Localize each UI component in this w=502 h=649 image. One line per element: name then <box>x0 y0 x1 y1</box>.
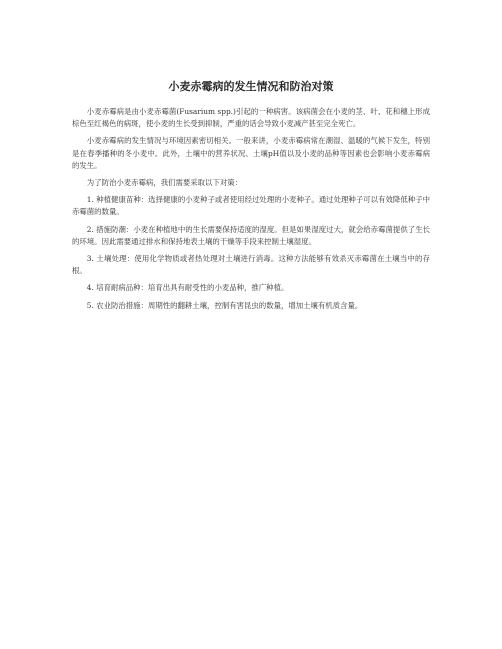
paragraph-intro: 小麦赤霉病是由小麦赤霉菌(Fusarium spp.)引起的一种病害。该病菌会在小麦的茎、叶、花和穗上形成棕色至红褐色的病斑，使小麦的生长受到抑制，严重的话会导致小麦减产甚至完全死亡。 <box>72 107 430 129</box>
paragraph-measure-3: 3. 土壤处理：使用化学物质或者热处理对土壤进行消毒。这种方法能够有效杀灭赤霉菌在土壤当中的存根。 <box>72 254 430 276</box>
paragraph-measure-1: 1. 种植健康苗种：选择健康的小麦种子或者使用经过处理的小麦种子。通过处理种子可以有效降低种子中赤霉菌的数量。 <box>72 195 430 217</box>
paragraph-occurrence: 小麦赤霉病的发生情况与环境因素密切相关。一般来讲，小麦赤霉病常在潮湿、温暖的气候下发生，特别是在春季播种的冬小麦中。此外，土壤中的营养状况、土壤pH值以及小麦的品种等因素也会影响小麦赤霉病的发生。 <box>72 136 430 170</box>
paragraph-measures-intro: 为了防治小麦赤霉病，我们需要采取以下对策： <box>86 178 243 188</box>
document-title: 小麦赤霉病的发生情况和防治对策 <box>168 80 334 93</box>
paragraph-measure-5: 5. 农业防治措施：周期性的翻耕土壤，控制有害昆虫的数量，增加土壤有机质含量。 <box>86 300 363 310</box>
paragraph-measure-2: 2. 措施防潮：小麦在种植地中的生长需要保持适度的湿度。但是如果湿度过大，就会给赤霉菌提供了生长的环境。因此需要通过排水和保持地表土壤的干燥等手段来控制土壤湿度。 <box>72 224 430 246</box>
paragraph-measure-4: 4. 培育耐病品种：培育出具有耐受性的小麦品种，推广种植。 <box>86 283 289 293</box>
